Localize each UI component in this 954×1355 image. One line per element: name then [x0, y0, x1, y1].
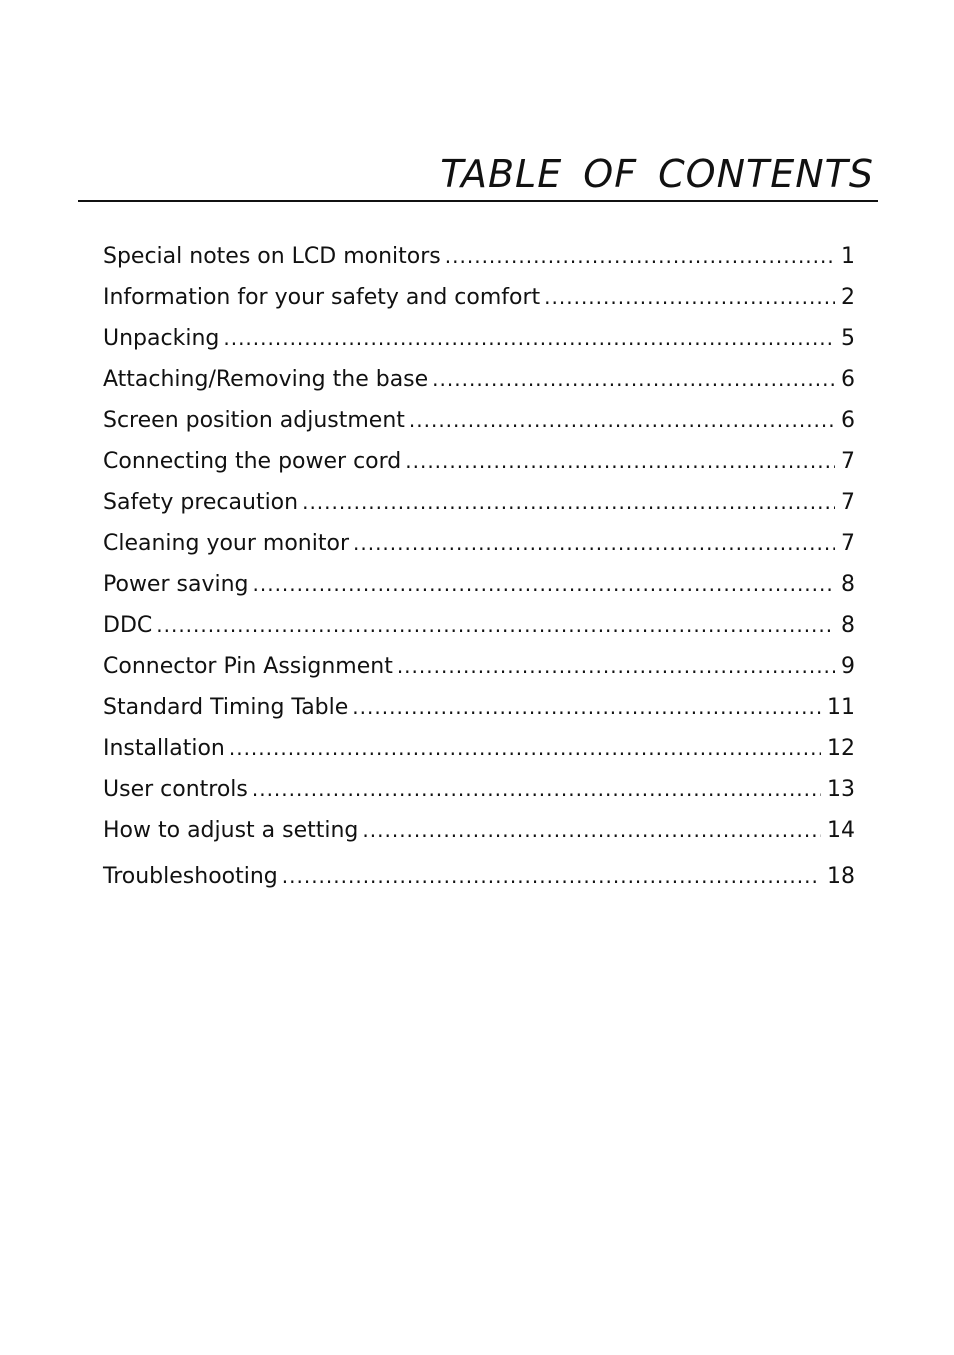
toc-entry-title: Special notes on LCD monitors [103, 244, 441, 269]
toc-entry-page: 11 [827, 695, 855, 720]
toc-entry-title: Safety precaution [103, 490, 299, 515]
title-divider [78, 200, 878, 202]
dot-leader [544, 277, 835, 318]
toc-entry-page: 8 [841, 572, 855, 597]
toc-entry-title: Information for your safety and comfort [103, 285, 541, 310]
toc-entry[interactable] [103, 359, 855, 400]
toc-entry-page: 18 [827, 864, 855, 889]
toc-entry[interactable] [103, 400, 855, 441]
toc-entry-title: Connector Pin Assignment [103, 654, 393, 679]
dot-leader [432, 359, 835, 400]
toc-entry[interactable] [103, 482, 855, 523]
toc-entry-title: Connecting the power cord [103, 449, 402, 474]
toc-entry-title: Unpacking [103, 326, 220, 351]
toc-entry[interactable] [103, 236, 855, 277]
page-title: TABLE OF CONTENTS [440, 152, 874, 196]
toc-entry-page: 8 [841, 613, 855, 638]
toc-entry[interactable] [103, 856, 855, 897]
dot-leader [445, 236, 835, 277]
toc-entry-page: 9 [841, 654, 855, 679]
toc-entry[interactable] [103, 441, 855, 482]
toc-entry-title: How to adjust a setting [103, 818, 359, 843]
dot-leader [156, 605, 835, 646]
toc-entry[interactable] [103, 564, 855, 605]
toc-entry-title: Screen position adjustment [103, 408, 405, 433]
dot-leader [253, 564, 836, 605]
toc-entry[interactable] [103, 277, 855, 318]
toc-entry[interactable] [103, 318, 855, 359]
dot-leader [252, 769, 821, 810]
dot-leader [353, 523, 835, 564]
toc-entry-page: 6 [841, 367, 855, 392]
dot-leader [352, 687, 821, 728]
toc-entry-title: Attaching/Removing the base [103, 367, 429, 392]
toc-entry-title: User controls [103, 777, 248, 802]
toc-entry[interactable] [103, 646, 855, 687]
toc-entry-page: 2 [841, 285, 855, 310]
toc-entry-title: Standard Timing Table [103, 695, 349, 720]
toc-entry-page: 7 [841, 490, 855, 515]
toc-entry-title: Cleaning your monitor [103, 531, 349, 556]
toc-entry[interactable] [103, 810, 855, 851]
toc-entry[interactable] [103, 523, 855, 564]
toc-entry-page: 5 [841, 326, 855, 351]
toc-entry-title: DDC [103, 613, 153, 638]
table-of-contents [103, 236, 855, 897]
toc-entry-page: 12 [827, 736, 855, 761]
toc-entry-title: Troubleshooting [103, 864, 278, 889]
toc-entry[interactable] [103, 605, 855, 646]
toc-entry-page: 1 [841, 244, 855, 269]
toc-entry-page: 6 [841, 408, 855, 433]
toc-entry-page: 13 [827, 777, 855, 802]
toc-entry-page: 14 [827, 818, 855, 843]
toc-entry[interactable] [103, 687, 855, 728]
dot-leader [405, 441, 835, 482]
dot-leader [282, 856, 821, 897]
toc-entry-page: 7 [841, 531, 855, 556]
toc-entry[interactable] [103, 728, 855, 769]
toc-entry[interactable] [103, 769, 855, 810]
toc-entry-title: Installation [103, 736, 225, 761]
dot-leader [409, 400, 835, 441]
dot-leader [397, 646, 835, 687]
dot-leader [362, 810, 821, 851]
toc-entry-page: 7 [841, 449, 855, 474]
dot-leader [229, 728, 821, 769]
toc-entry-title: Power saving [103, 572, 249, 597]
dot-leader [302, 482, 835, 523]
dot-leader [223, 318, 835, 359]
